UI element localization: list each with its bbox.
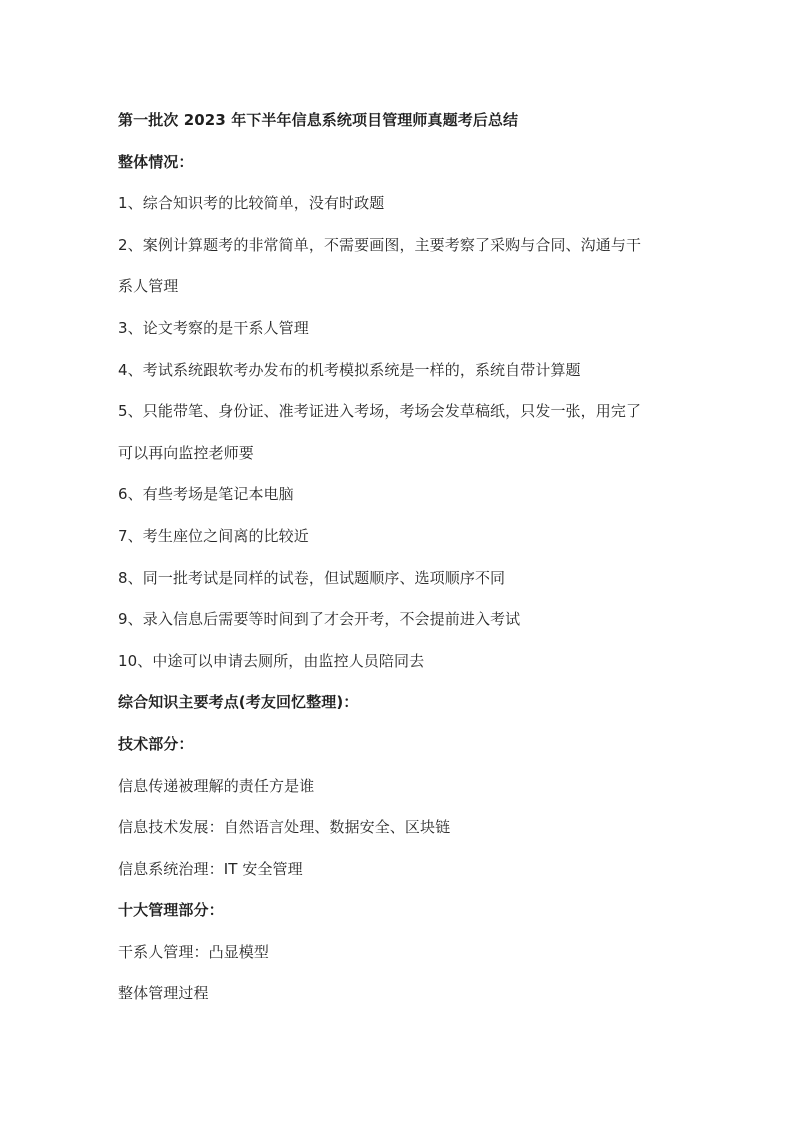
list-item-continuation: 系人管理: [118, 277, 179, 296]
tech-item: 信息传递被理解的责任方是谁: [118, 776, 315, 795]
tech-heading: 技术部分：: [118, 734, 194, 753]
list-item: 10、中途可以申请去厕所，由监控人员陪同去: [118, 651, 425, 670]
list-item: 8、同一批考试是同样的试卷，但试题顺序、选项顺序不同: [118, 568, 506, 587]
tech-item: 信息技术发展：自然语言处理、数据安全、区块链: [118, 818, 451, 837]
list-item: 2、案例计算题考的非常简单，不需要画图，主要考察了采购与合同、沟通与干: [118, 235, 642, 254]
list-item: 7、考生座位之间离的比较近: [118, 526, 309, 545]
mgmt-item: 整体管理过程: [118, 984, 209, 1003]
list-item: 6、有些考场是笔记本电脑: [118, 485, 294, 504]
mgmt-heading: 十大管理部分：: [118, 901, 224, 920]
document-body: [118, 100, 688, 1015]
document-title: 第一批次 2023 年下半年信息系统项目管理师真题考后总结: [118, 111, 519, 129]
list-item: 9、录入信息后需要等时间到了才会开考，不会提前进入考试: [118, 610, 521, 629]
list-item: 4、考试系统跟软考办发布的机考模拟系统是一样的，系统自带计算题: [118, 360, 581, 379]
knowledge-heading: 综合知识主要考点(考友回忆整理)：: [118, 693, 359, 712]
list-item: 5、只能带笔、身份证、准考证进入考场，考场会发草稿纸，只发一张，用完了: [118, 402, 642, 421]
overall-heading: 整体情况：: [118, 152, 194, 171]
list-item-continuation: 可以再向监控老师要: [118, 443, 254, 462]
list-item: 1、综合知识考的比较简单，没有时政题: [118, 194, 385, 213]
list-item: 3、论文考察的是干系人管理: [118, 318, 309, 337]
mgmt-item: 干系人管理：凸显模型: [118, 942, 270, 961]
tech-item: 信息系统治理：IT 安全管理: [118, 859, 303, 878]
